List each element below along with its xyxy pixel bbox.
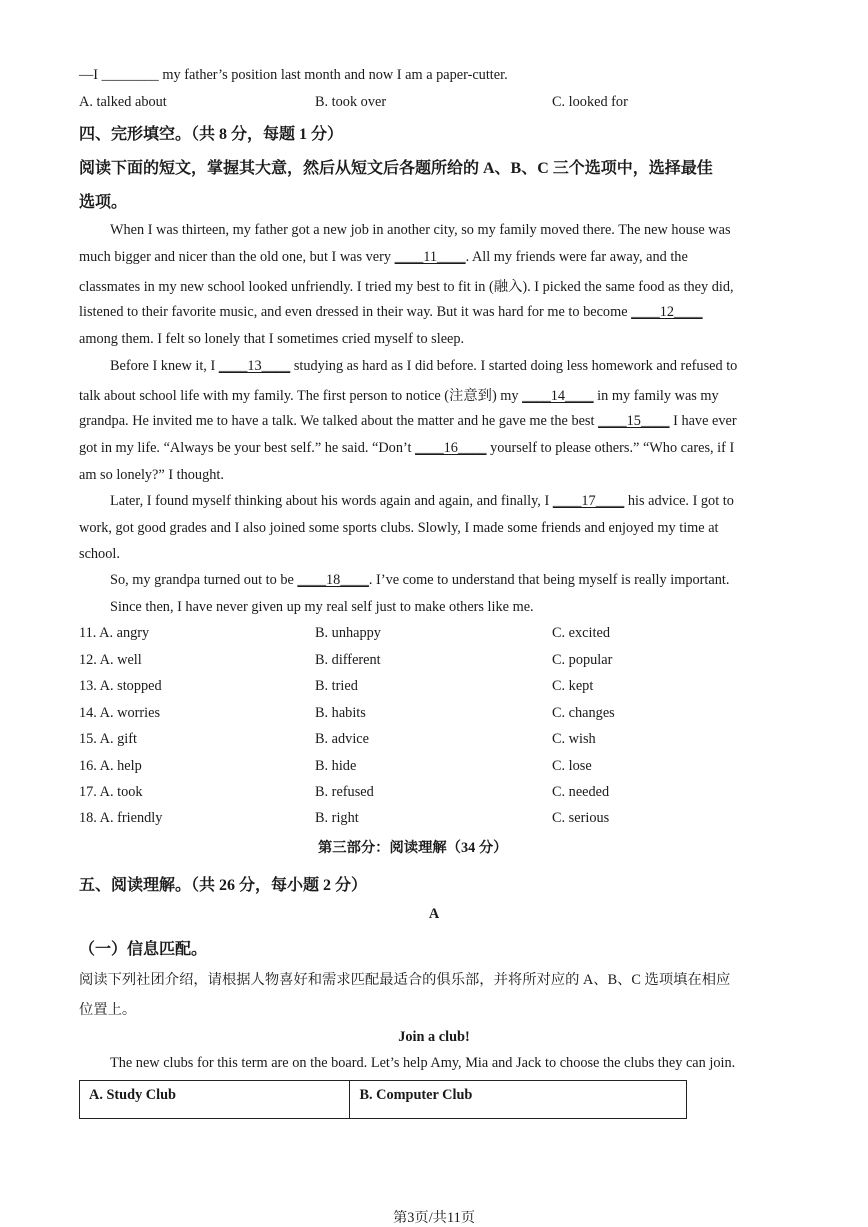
blank-17: ____17____ bbox=[552, 493, 625, 509]
passage-heading: Join a club! bbox=[398, 1029, 470, 1045]
passage-intro: The new clubs for this term are on the board. Let’s help Amy, Mia and Jack to choose the clubs they can join. bbox=[110, 1055, 736, 1071]
club-b-cell: B. Computer Club bbox=[350, 1081, 687, 1119]
section-4-title: 四、完形填空。（共 8 分，每题 1 分） bbox=[79, 126, 344, 143]
option-16-c: C. lose bbox=[552, 758, 592, 774]
passage-text: Before I knew it, I bbox=[110, 358, 219, 374]
option-11-c: C. excited bbox=[552, 625, 610, 641]
passage-line: among them. I felt so lonely that I sometimes cried myself to sleep. bbox=[79, 331, 465, 347]
option-13-c: C. kept bbox=[552, 678, 594, 694]
sub-section-title: （一）信息匹配。 bbox=[79, 941, 208, 958]
option-17-a: 17. A. took bbox=[79, 784, 143, 800]
club-a-cell: A. Study Club bbox=[80, 1081, 350, 1119]
passage-text: . All my friends were far away, and the bbox=[465, 249, 688, 265]
section-4-instruction-line2: 选项。 bbox=[79, 194, 128, 211]
passage-line bbox=[79, 413, 737, 430]
option-12-a: 12. A. well bbox=[79, 652, 142, 668]
passage-text: listened to their favorite music, and even dressed in their way. But it was hard for me to become bbox=[79, 304, 632, 320]
blank-16: ____16____ bbox=[415, 440, 487, 456]
passage-text: talk about school life with my family. The first person to notice (注意到) my bbox=[79, 388, 523, 404]
section-5-instruction-line1: 阅读下列社团介绍，请根据人物喜好和需求匹配最适合的俱乐部，并将所对应的 A、B、C 选项填在相应 bbox=[79, 972, 731, 988]
passage-line: am so lonely?” I thought. bbox=[79, 467, 224, 483]
option-17-c: C. needed bbox=[552, 784, 610, 800]
option-14-c: C. changes bbox=[552, 705, 615, 721]
passage-line: Since then, I have never given up my real self just to make others like me. bbox=[110, 599, 534, 615]
option-15-c: C. wish bbox=[552, 731, 596, 747]
blank-18: ____18____ bbox=[297, 572, 369, 588]
option-15-b: B. advice bbox=[315, 731, 369, 747]
option-17-b: B. refused bbox=[315, 784, 374, 800]
option-15-a: 15. A. gift bbox=[79, 731, 137, 747]
passage-line bbox=[79, 304, 703, 321]
passage-line bbox=[110, 493, 734, 510]
section-4-instruction-line1: 阅读下面的短文，掌握其大意，然后从短文后各题所给的 A、B、C 三个选项中，选择最佳 bbox=[79, 160, 713, 177]
passage-line bbox=[110, 358, 737, 375]
passage-line: When I was thirteen, my father got a new job in another city, so my family moved there. The new house was bbox=[110, 222, 731, 238]
section-5-title: 五、阅读理解。（共 26 分，每小题 2 分） bbox=[79, 877, 368, 894]
option-18-b: B. right bbox=[315, 810, 359, 826]
passage-text: much bigger and nicer than the old one, but I was very bbox=[79, 249, 395, 265]
passage-text: got in my life. “Always be your best self.” he said. “Don’t bbox=[79, 440, 416, 456]
passage-text: . I’ve come to understand that being myself is really important. bbox=[368, 572, 730, 588]
passage-text: studying as hard as I did before. I started doing less homework and refused to bbox=[290, 358, 738, 374]
passage-letter-a: A bbox=[428, 906, 440, 922]
option-11-b: B. unhappy bbox=[315, 625, 381, 641]
blank-11: ____11____ bbox=[394, 249, 466, 265]
passage-line: school. bbox=[79, 546, 120, 562]
option-14-b: B. habits bbox=[315, 705, 366, 721]
blank-14: ____14____ bbox=[522, 388, 594, 404]
option-11-a: 11. A. angry bbox=[79, 625, 150, 641]
passage-line bbox=[79, 249, 688, 266]
section-5-instruction-line2: 位置上。 bbox=[79, 1002, 137, 1018]
passage-line bbox=[79, 385, 719, 405]
option-18-c: C. serious bbox=[552, 810, 610, 826]
q10-option-c: C. looked for bbox=[552, 94, 628, 110]
option-12-c: C. popular bbox=[552, 652, 613, 668]
passage-text: grandpa. He invited me to have a talk. We talked about the matter and he gave me the best bbox=[79, 413, 599, 429]
q10-option-a: A. talked about bbox=[79, 94, 167, 110]
passage-text: I have ever bbox=[669, 413, 737, 429]
passage-line: classmates in my new school looked unfriendly. I tried my best to fit in (融入). I picked the same food as they did, bbox=[79, 279, 734, 295]
q10-option-b: B. took over bbox=[315, 94, 387, 110]
passage-text: yourself to please others.” “Who cares, if I bbox=[486, 440, 735, 456]
question-10-stem: —I ________ my father’s position last month and now I am a paper-cutter. bbox=[79, 67, 508, 83]
option-16-a: 16. A. help bbox=[79, 758, 142, 774]
page-number: 第3页/共11页 bbox=[392, 1210, 476, 1226]
passage-text: Later, I found myself thinking about his words again and again, and finally, I bbox=[110, 493, 553, 509]
option-12-b: B. different bbox=[315, 652, 381, 668]
passage-line bbox=[79, 440, 734, 457]
option-13-a: 13. A. stopped bbox=[79, 678, 162, 694]
blank-15: ____15____ bbox=[598, 413, 670, 429]
blank-13: ____13____ bbox=[218, 358, 291, 374]
passage-text: his advice. I got to bbox=[624, 493, 734, 509]
part-3-title: 第三部分：阅读理解（34 分） bbox=[318, 840, 508, 856]
option-18-a: 18. A. friendly bbox=[79, 810, 163, 826]
clubs-table bbox=[79, 1080, 687, 1119]
passage-line: work, got good grades and I also joined some sports clubs. Slowly, I made some friends and enjoyed my time at bbox=[79, 520, 719, 536]
passage-text: So, my grandpa turned out to be bbox=[110, 572, 298, 588]
blank-12: ____12____ bbox=[631, 304, 703, 320]
passage-line bbox=[110, 572, 729, 589]
option-14-a: 14. A. worries bbox=[79, 705, 161, 721]
option-16-b: B. hide bbox=[315, 758, 357, 774]
option-13-b: B. tried bbox=[315, 678, 358, 694]
passage-text: in my family was my bbox=[593, 388, 719, 404]
